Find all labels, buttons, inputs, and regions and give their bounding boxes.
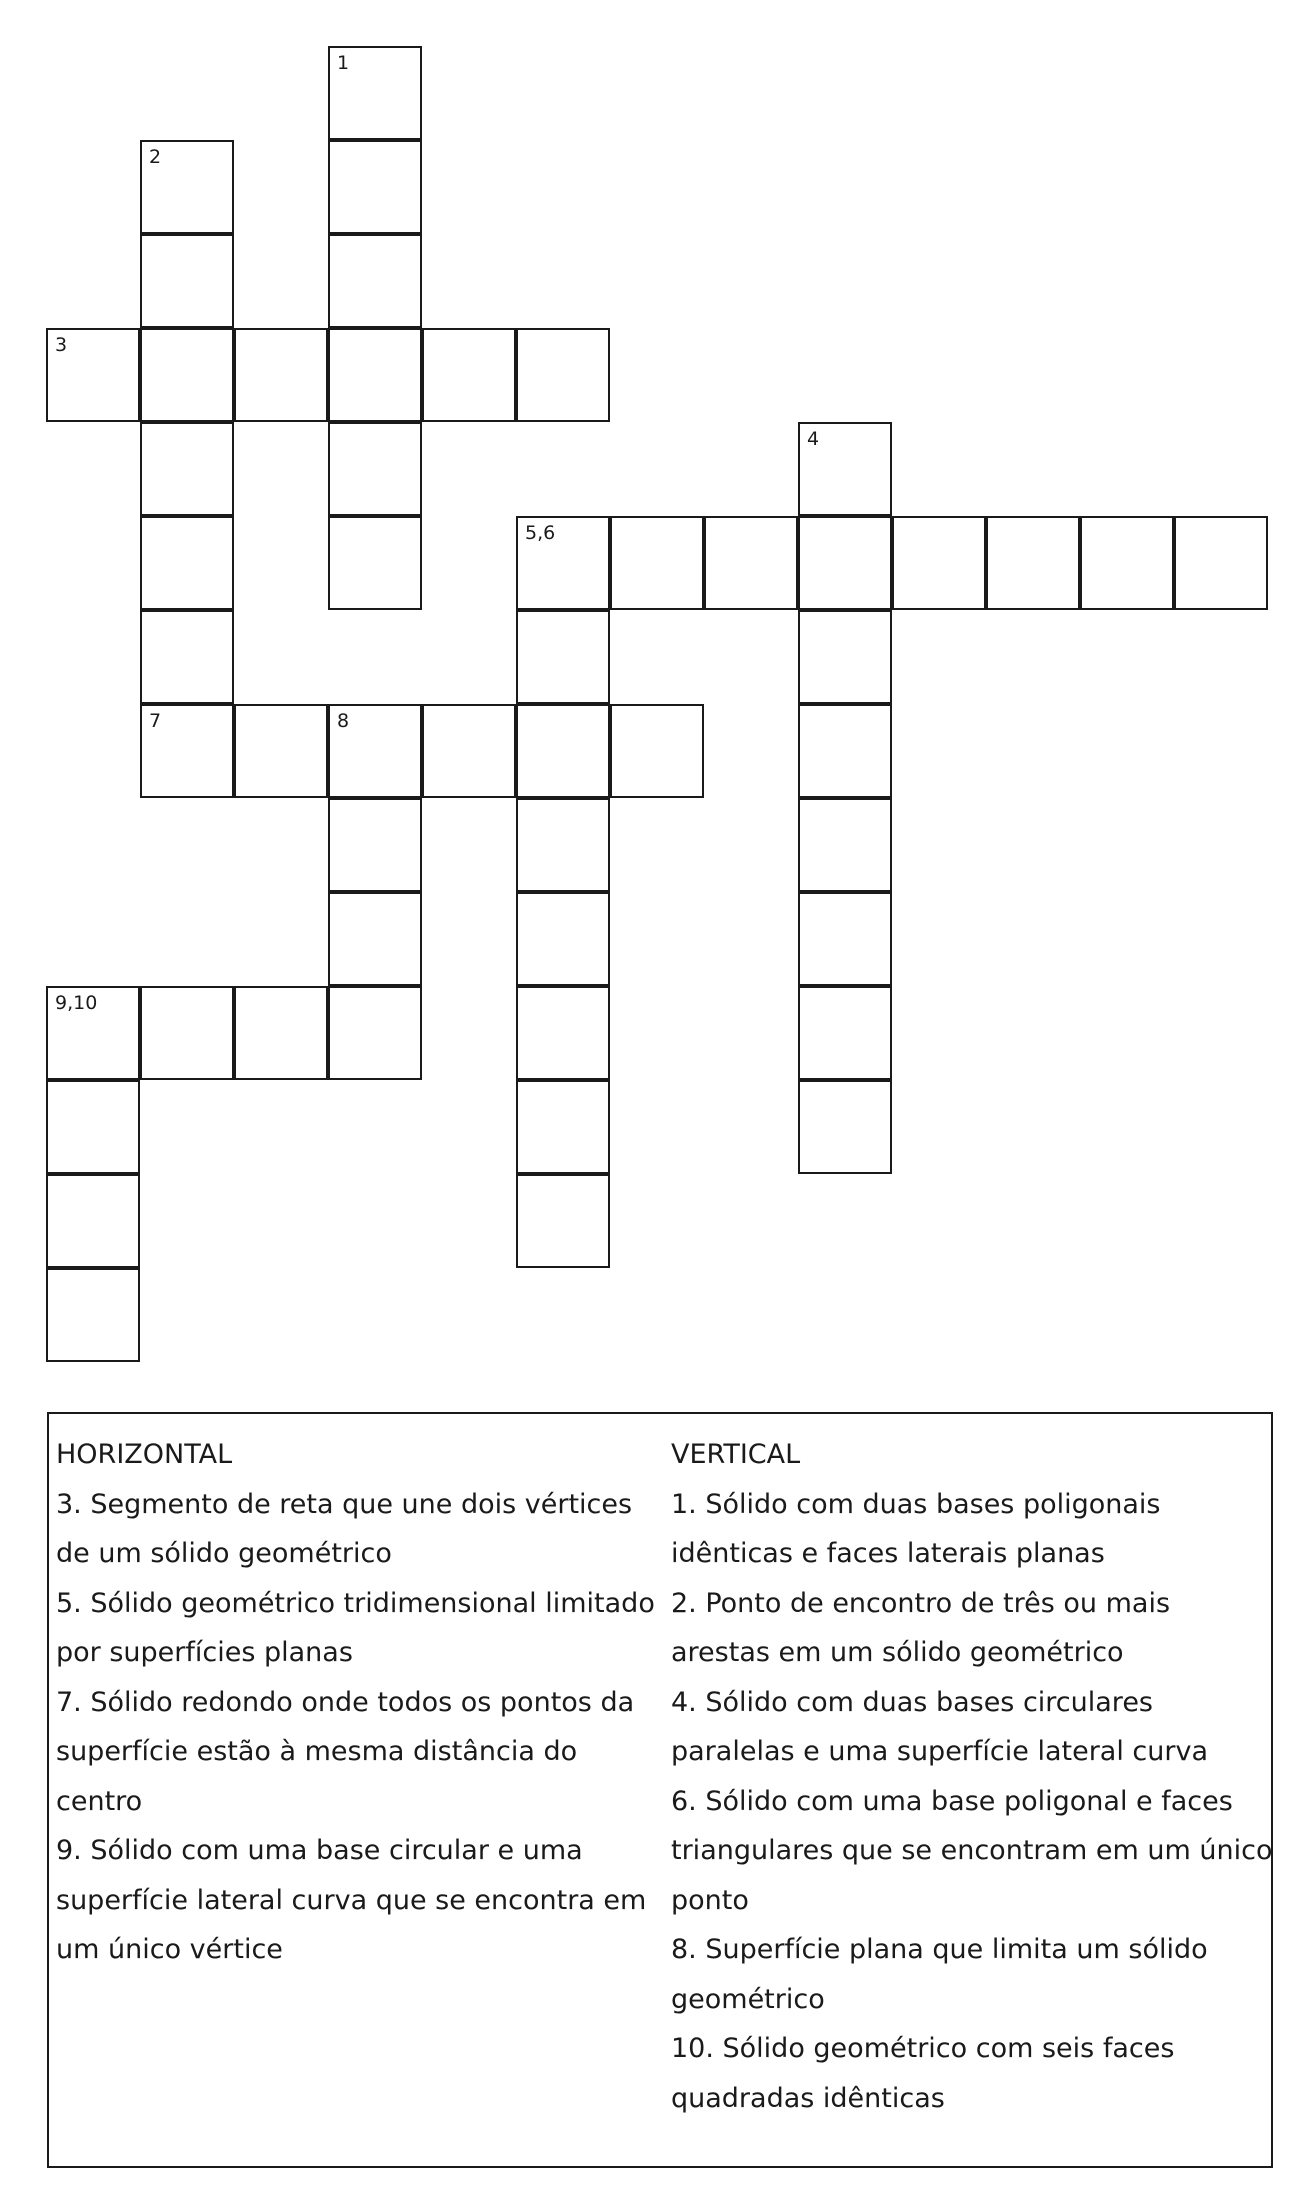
horizontal-heading: HORIZONTAL bbox=[56, 1439, 233, 1470]
clue-line: 5. Sólido geométrico tridimensional limitado bbox=[56, 1587, 655, 1619]
clue-line: centro bbox=[56, 1785, 143, 1817]
crossword-cell[interactable] bbox=[234, 328, 328, 422]
crossword-cell[interactable] bbox=[46, 1080, 140, 1174]
clue-line: 1. Sólido com duas bases poligonais bbox=[671, 1488, 1161, 1520]
crossword-cell[interactable] bbox=[798, 1080, 892, 1174]
clue-line: por superfícies planas bbox=[56, 1637, 353, 1668]
crossword-cell[interactable] bbox=[516, 516, 610, 610]
crossword-cell[interactable] bbox=[798, 986, 892, 1080]
crossword-cell[interactable] bbox=[328, 892, 422, 986]
crossword-cell[interactable] bbox=[328, 516, 422, 610]
clue-line: ponto bbox=[671, 1884, 749, 1916]
clue-line: 3. Segmento de reta que une dois vértices bbox=[56, 1488, 633, 1520]
clues-box bbox=[47, 1412, 1273, 2168]
crossword-cell[interactable] bbox=[328, 234, 422, 328]
vertical-clues bbox=[671, 1430, 1273, 2123]
clue-line: 6. Sólido com uma base poligonal e faces bbox=[671, 1785, 1233, 1817]
clue-line: 10. Sólido geométrico com seis faces bbox=[671, 2033, 1175, 2064]
crossword-cell[interactable] bbox=[516, 798, 610, 892]
crossword-cell[interactable] bbox=[798, 892, 892, 986]
clue-line: quadradas idênticas bbox=[671, 2082, 945, 2114]
crossword-cell[interactable] bbox=[328, 328, 422, 422]
crossword-cell[interactable] bbox=[140, 328, 234, 422]
clue-line: geométrico bbox=[671, 1983, 825, 2015]
crossword-cell[interactable] bbox=[328, 704, 422, 798]
crossword-cell[interactable] bbox=[140, 422, 234, 516]
clue-number: 4 bbox=[807, 428, 820, 450]
crossword-cell[interactable] bbox=[798, 798, 892, 892]
crossword-cell[interactable] bbox=[516, 986, 610, 1080]
crossword-cell[interactable] bbox=[46, 328, 140, 422]
clue-line: triangulares que se encontram em um único bbox=[671, 1835, 1273, 1866]
crossword-cell[interactable] bbox=[516, 892, 610, 986]
clue-number: 9,10 bbox=[55, 992, 98, 1014]
crossword-cell[interactable] bbox=[328, 986, 422, 1080]
crossword-cell[interactable] bbox=[46, 1268, 140, 1362]
crossword-cell[interactable] bbox=[516, 1174, 610, 1268]
crossword-cell[interactable] bbox=[798, 516, 892, 610]
crossword-cell[interactable] bbox=[1080, 516, 1174, 610]
crossword-cell[interactable] bbox=[422, 328, 516, 422]
crossword-cell[interactable] bbox=[516, 704, 610, 798]
crossword-cell[interactable] bbox=[140, 986, 234, 1080]
clue-line: idênticas e faces laterais planas bbox=[671, 1538, 1105, 1569]
crossword-cell[interactable] bbox=[704, 516, 798, 610]
clue-line: um único vértice bbox=[56, 1934, 283, 1965]
clue-line: superfície lateral curva que se encontra em bbox=[56, 1884, 647, 1916]
clue-number: 7 bbox=[149, 710, 162, 732]
crossword-cell[interactable] bbox=[798, 610, 892, 704]
crossword-cell[interactable] bbox=[140, 610, 234, 704]
clue-number: 5,6 bbox=[525, 522, 556, 544]
crossword-cell[interactable] bbox=[140, 140, 234, 234]
clue-line: 2. Ponto de encontro de três ou mais bbox=[671, 1587, 1171, 1619]
crossword-cell[interactable] bbox=[234, 704, 328, 798]
clue-number: 8 bbox=[337, 710, 350, 732]
crossword-cell[interactable] bbox=[46, 1174, 140, 1268]
clue-line: superfície estão à mesma distância do bbox=[56, 1736, 578, 1767]
crossword-cell[interactable] bbox=[234, 986, 328, 1080]
clue-line: arestas em um sólido geométrico bbox=[671, 1637, 1124, 1668]
crossword-cell[interactable] bbox=[328, 46, 422, 140]
vertical-heading: VERTICAL bbox=[671, 1439, 801, 1470]
crossword-cell[interactable] bbox=[422, 704, 516, 798]
crossword-cell[interactable] bbox=[46, 986, 140, 1080]
clue-number: 1 bbox=[337, 52, 350, 74]
crossword-cell[interactable] bbox=[328, 798, 422, 892]
crossword-cell[interactable] bbox=[516, 1080, 610, 1174]
crossword-cell[interactable] bbox=[140, 234, 234, 328]
clue-line: 8. Superfície plana que limita um sólido bbox=[671, 1934, 1208, 1965]
crossword-cell[interactable] bbox=[1174, 516, 1268, 610]
clue-line: 4. Sólido com duas bases circulares bbox=[671, 1686, 1153, 1718]
crossword-cell[interactable] bbox=[798, 422, 892, 516]
clue-line: 7. Sólido redondo onde todos os pontos da bbox=[56, 1686, 635, 1718]
clue-number: 3 bbox=[55, 334, 68, 356]
crossword-cell[interactable] bbox=[892, 516, 986, 610]
crossword-cell[interactable] bbox=[610, 704, 704, 798]
clue-line: 9. Sólido com uma base circular e uma bbox=[56, 1835, 583, 1866]
horizontal-clues bbox=[56, 1430, 668, 1975]
crossword-cell[interactable] bbox=[986, 516, 1080, 610]
crossword-cell[interactable] bbox=[140, 704, 234, 798]
crossword-cell[interactable] bbox=[516, 610, 610, 704]
crossword-cell[interactable] bbox=[516, 328, 610, 422]
crossword-cell[interactable] bbox=[798, 704, 892, 798]
crossword-cell[interactable] bbox=[328, 140, 422, 234]
clue-line: de um sólido geométrico bbox=[56, 1538, 392, 1569]
clue-line: paralelas e uma superfície lateral curva bbox=[671, 1736, 1209, 1767]
crossword-cell[interactable] bbox=[328, 422, 422, 516]
crossword-cell[interactable] bbox=[610, 516, 704, 610]
clue-number: 2 bbox=[149, 146, 162, 168]
crossword-cell[interactable] bbox=[140, 516, 234, 610]
